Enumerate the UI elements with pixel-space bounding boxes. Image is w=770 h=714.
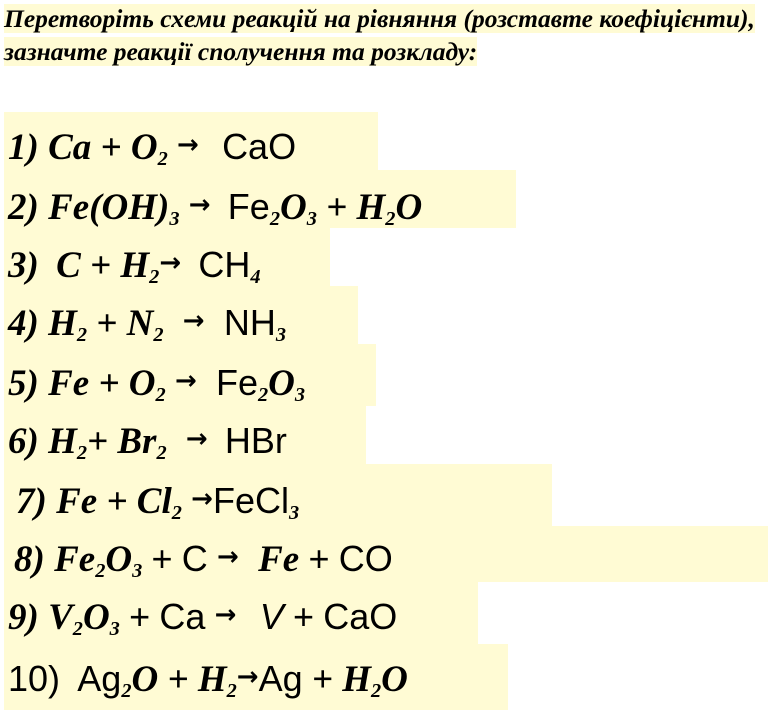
arrow-icon: → (188, 190, 211, 220)
equation-row-3: 3) $C + H_2\to CH_4$ (8, 244, 261, 289)
equation-number: 8) (14, 539, 45, 580)
arrow-icon: → (174, 366, 197, 396)
equation-row-7: 7) $Fe + Cl_2$ →FeCl$_3$ (16, 480, 300, 525)
equation-number: 10) (8, 658, 61, 699)
arrow-icon: → (217, 542, 239, 572)
equation-number: 1) (8, 127, 39, 168)
equation-row-2: 2) $Fe(OH)_3 \to Fe_2O_3 + H_2O$ (8, 186, 423, 231)
arrow-icon: → (236, 662, 259, 692)
arrow-icon: → (182, 306, 205, 336)
equation-row-5: 5) $Fe + O_2 \to Fe_2O_3$ (8, 362, 306, 407)
equation-number: 2) (8, 187, 39, 228)
arrow-icon: → (214, 600, 237, 630)
equation-row-1: 1) $Ca + O_2$ → CaO (8, 126, 297, 171)
equation-number: 7) (16, 481, 47, 522)
equation-row-6: 6) $H_2+ Br_2$ → HBr (8, 420, 287, 465)
equation-row-9: 9) $V_2O_3 + Ca \to V$ + CaO (8, 596, 398, 641)
equation-row-8: 8) $Fe_2O_3 + C \to Fe$ + CO (14, 538, 393, 583)
equation-number: 9) (8, 597, 39, 638)
equation-number: 5) (8, 363, 39, 404)
equation-number: 3) (8, 245, 39, 286)
equation-row-4: 4) $H_2 + N_2 \to NH_3$ (8, 302, 286, 347)
arrow-icon: → (185, 424, 208, 454)
equation-number: 4) (8, 303, 39, 344)
arrow-icon: → (177, 130, 199, 160)
equation-row-10: 10) $Ag_2O + H_2\to Ag + H_2O$ (8, 658, 408, 703)
equation-number: 6) (8, 421, 39, 462)
arrow-icon: → (191, 484, 213, 514)
task-title: Перетворіть схеми реакцій на рівняння (розставте коефіцієнти), зазначте реакції сполучення та розкладу: (4, 4, 755, 66)
arrow-icon: → (159, 248, 182, 278)
